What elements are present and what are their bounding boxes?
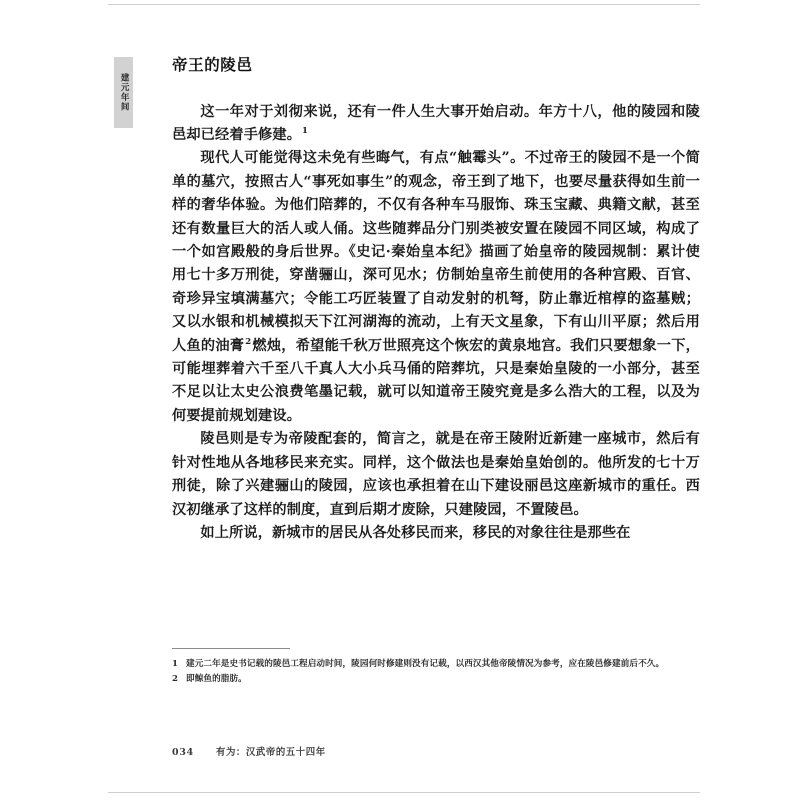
footnotes-section [172, 648, 700, 687]
footnote-ref-2[interactable]: 2 [245, 336, 252, 347]
page-footer [172, 744, 326, 758]
section-title: 帝王的陵邑 [172, 55, 253, 74]
paragraph-3: 陵邑则是专为帝陵配套的，简言之，就是在帝王陵附近新建一座城市，然后有针对性地从各地移民来充实。同样，这个做法也是秦始皇始创的。他所发的七十万刑徒，除了兴建骊山的陵园，应该也承担着在山下建设丽邑这座新城市的重任。西汉初继承了这样的制度，直到后期才废除，只建陵园，不置陵邑。 [172, 431, 700, 518]
footnote-ref-1[interactable]: 1 [302, 126, 309, 137]
page-top-rule [108, 4, 700, 5]
page-number: 034 [172, 747, 194, 758]
running-head-side-tab: 建元年间 [114, 57, 133, 128]
footnote-number: 2 [172, 674, 179, 685]
paragraph-1 [172, 101, 700, 148]
footnote-text: 建元二年是史书记载的陵邑工程启动时间，陵园何时修建则没有记载，以西汉其他帝陵情况为参考，应在陵邑修建前后不久。 [186, 659, 665, 669]
page-bottom-rule [108, 792, 700, 793]
paragraph-1-text: 这一年对于刘彻来说，还有一件人生大事开始启动。年方十八，他的陵园和陵邑却已经着手修建。 [172, 103, 700, 143]
paragraph-2-text-before: 现代人可能觉得这未免有些晦气，有点“触霉头”。不过帝王的陵园不是一个简单的墓穴，按照古人“事死如事生”的观念，帝王到了地下，也要尽量获得如生前一样的奢华体验。为他们陪葬的，不仅有各种车马服饰、珠玉宝藏、典籍文献，甚至还有数量巨大的活人或人俑。这些随葬品分门别类被安置在陵园不同区域，构成了一个如宫殿般的身后世界。《史记·秦始皇本纪》描画了始皇帝的陵园规制：累计使用七十多万刑徒，穿凿骊山，深可见水；仿制始皇帝生前使用的各种宫殿、百官、奇珍异宝填满墓穴；令能工巧匠装置了自动发射的机弩，防止靠近棺椁的盗墓贼；又以水银和机械模拟天下江河湖海的流动，上有天文星象，下有山川平原；然后用人鱼的油膏 [172, 150, 700, 354]
footnote-separator-rule [172, 648, 290, 649]
footnote-item [172, 672, 700, 687]
footnote-number: 1 [172, 659, 179, 669]
paragraph-2-text-after: 燃烛，希望能千秋万世照亮这个恢宏的黄泉地宫。我们只要想象一下，可能埋葬着六千至八千真人大小兵马俑的陪葬坑，只是秦始皇陵的一小部分，甚至不足以让太史公浪费笔墨记载，就可以知道帝王陵究竟是多么浩大的工程，以及为何要提前规划建设。 [172, 337, 700, 424]
footnote-text: 即鲸鱼的脂肪。 [186, 674, 247, 685]
footnote-item [172, 657, 700, 672]
text-block [172, 56, 700, 545]
paragraph-2 [172, 147, 700, 428]
paragraph-4: 如上所说，新城市的居民从各处移民而来，移民的对象往往是那些在 [200, 524, 631, 541]
running-title: 有为：汉武帝的五十四年 [215, 747, 326, 758]
